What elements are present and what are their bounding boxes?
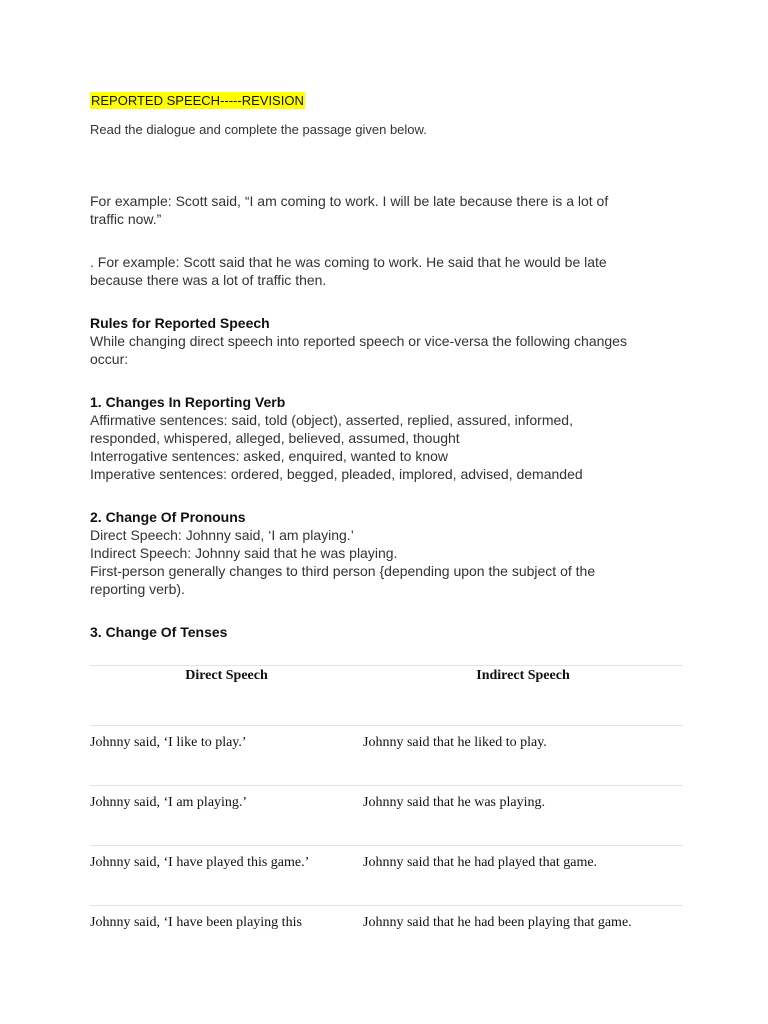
reporting-verb-line-4: Imperative sentences: ordered, begged, pleaded, implored, advised, demanded [90,466,583,482]
indirect-cell: Johnny said that he was playing. [363,795,545,810]
reporting-verb-line-2: responded, whispered, alleged, believed, assumed, thought [90,430,460,446]
rules-line-1: While changing direct speech into reported speech or vice-versa the following changes [90,333,627,349]
pronouns-line-4: reporting verb). [90,581,185,597]
example-indirect-line-1: . For example: Scott said that he was coming to work. He said that he would be late [90,254,607,270]
table-header-row [90,665,683,725]
table-row [90,905,683,965]
pronouns-line-1: Direct Speech: Johnny said, ‘I am playing.’ [90,527,354,543]
direct-cell: Johnny said, ‘I have played this game.’ [90,855,310,870]
indirect-cell: Johnny said that he had been playing that game. [363,915,632,930]
example-indirect-line-2: because there was a lot of traffic then. [90,272,327,288]
instruction-text: Read the dialogue and complete the passage given below. [90,122,427,137]
pronouns-line-2: Indirect Speech: Johnny said that he was playing. [90,545,398,561]
rules-section [90,314,680,368]
indirect-cell: Johnny said that he had played that game. [363,855,598,870]
table-row [90,785,683,845]
reporting-verb-section [90,393,680,483]
tenses-heading: 3. Change Of Tenses [90,624,228,640]
pronouns-heading: 2. Change Of Pronouns [90,509,246,525]
reporting-verb-line-3: Interrogative sentences: asked, enquired, wanted to know [90,448,448,464]
direct-cell: Johnny said, ‘I have been playing this [90,915,302,930]
reporting-verb-heading: 1. Changes In Reporting Verb [90,394,286,410]
example-direct-line-2: traffic now.” [90,211,162,227]
table-row [90,845,683,905]
header-direct-speech: Direct Speech [185,668,268,683]
header-indirect-speech: Indirect Speech [476,668,570,683]
rules-heading: Rules for Reported Speech [90,315,270,331]
indirect-cell: Johnny said that he liked to play. [363,735,547,750]
pronouns-line-3: First-person generally changes to third person {depending upon the subject of the [90,563,596,579]
reporting-verb-line-1: Affirmative sentences: said, told (object), asserted, replied, assured, informed, [90,412,573,428]
example-indirect-paragraph [90,253,680,289]
direct-cell: Johnny said, ‘I am playing.’ [90,795,248,810]
tenses-section [90,623,680,641]
rules-line-2: occur: [90,351,129,367]
example-direct-line-1: For example: Scott said, “I am coming to work. I will be late because there is a lot of [90,193,609,209]
document-title: REPORTED SPEECH-----REVISION [91,93,304,108]
pronouns-section [90,508,680,598]
tense-table [90,665,683,965]
table-row [90,725,683,785]
direct-cell: Johnny said, ‘I like to play.’ [90,735,247,750]
example-direct-paragraph [90,192,680,228]
